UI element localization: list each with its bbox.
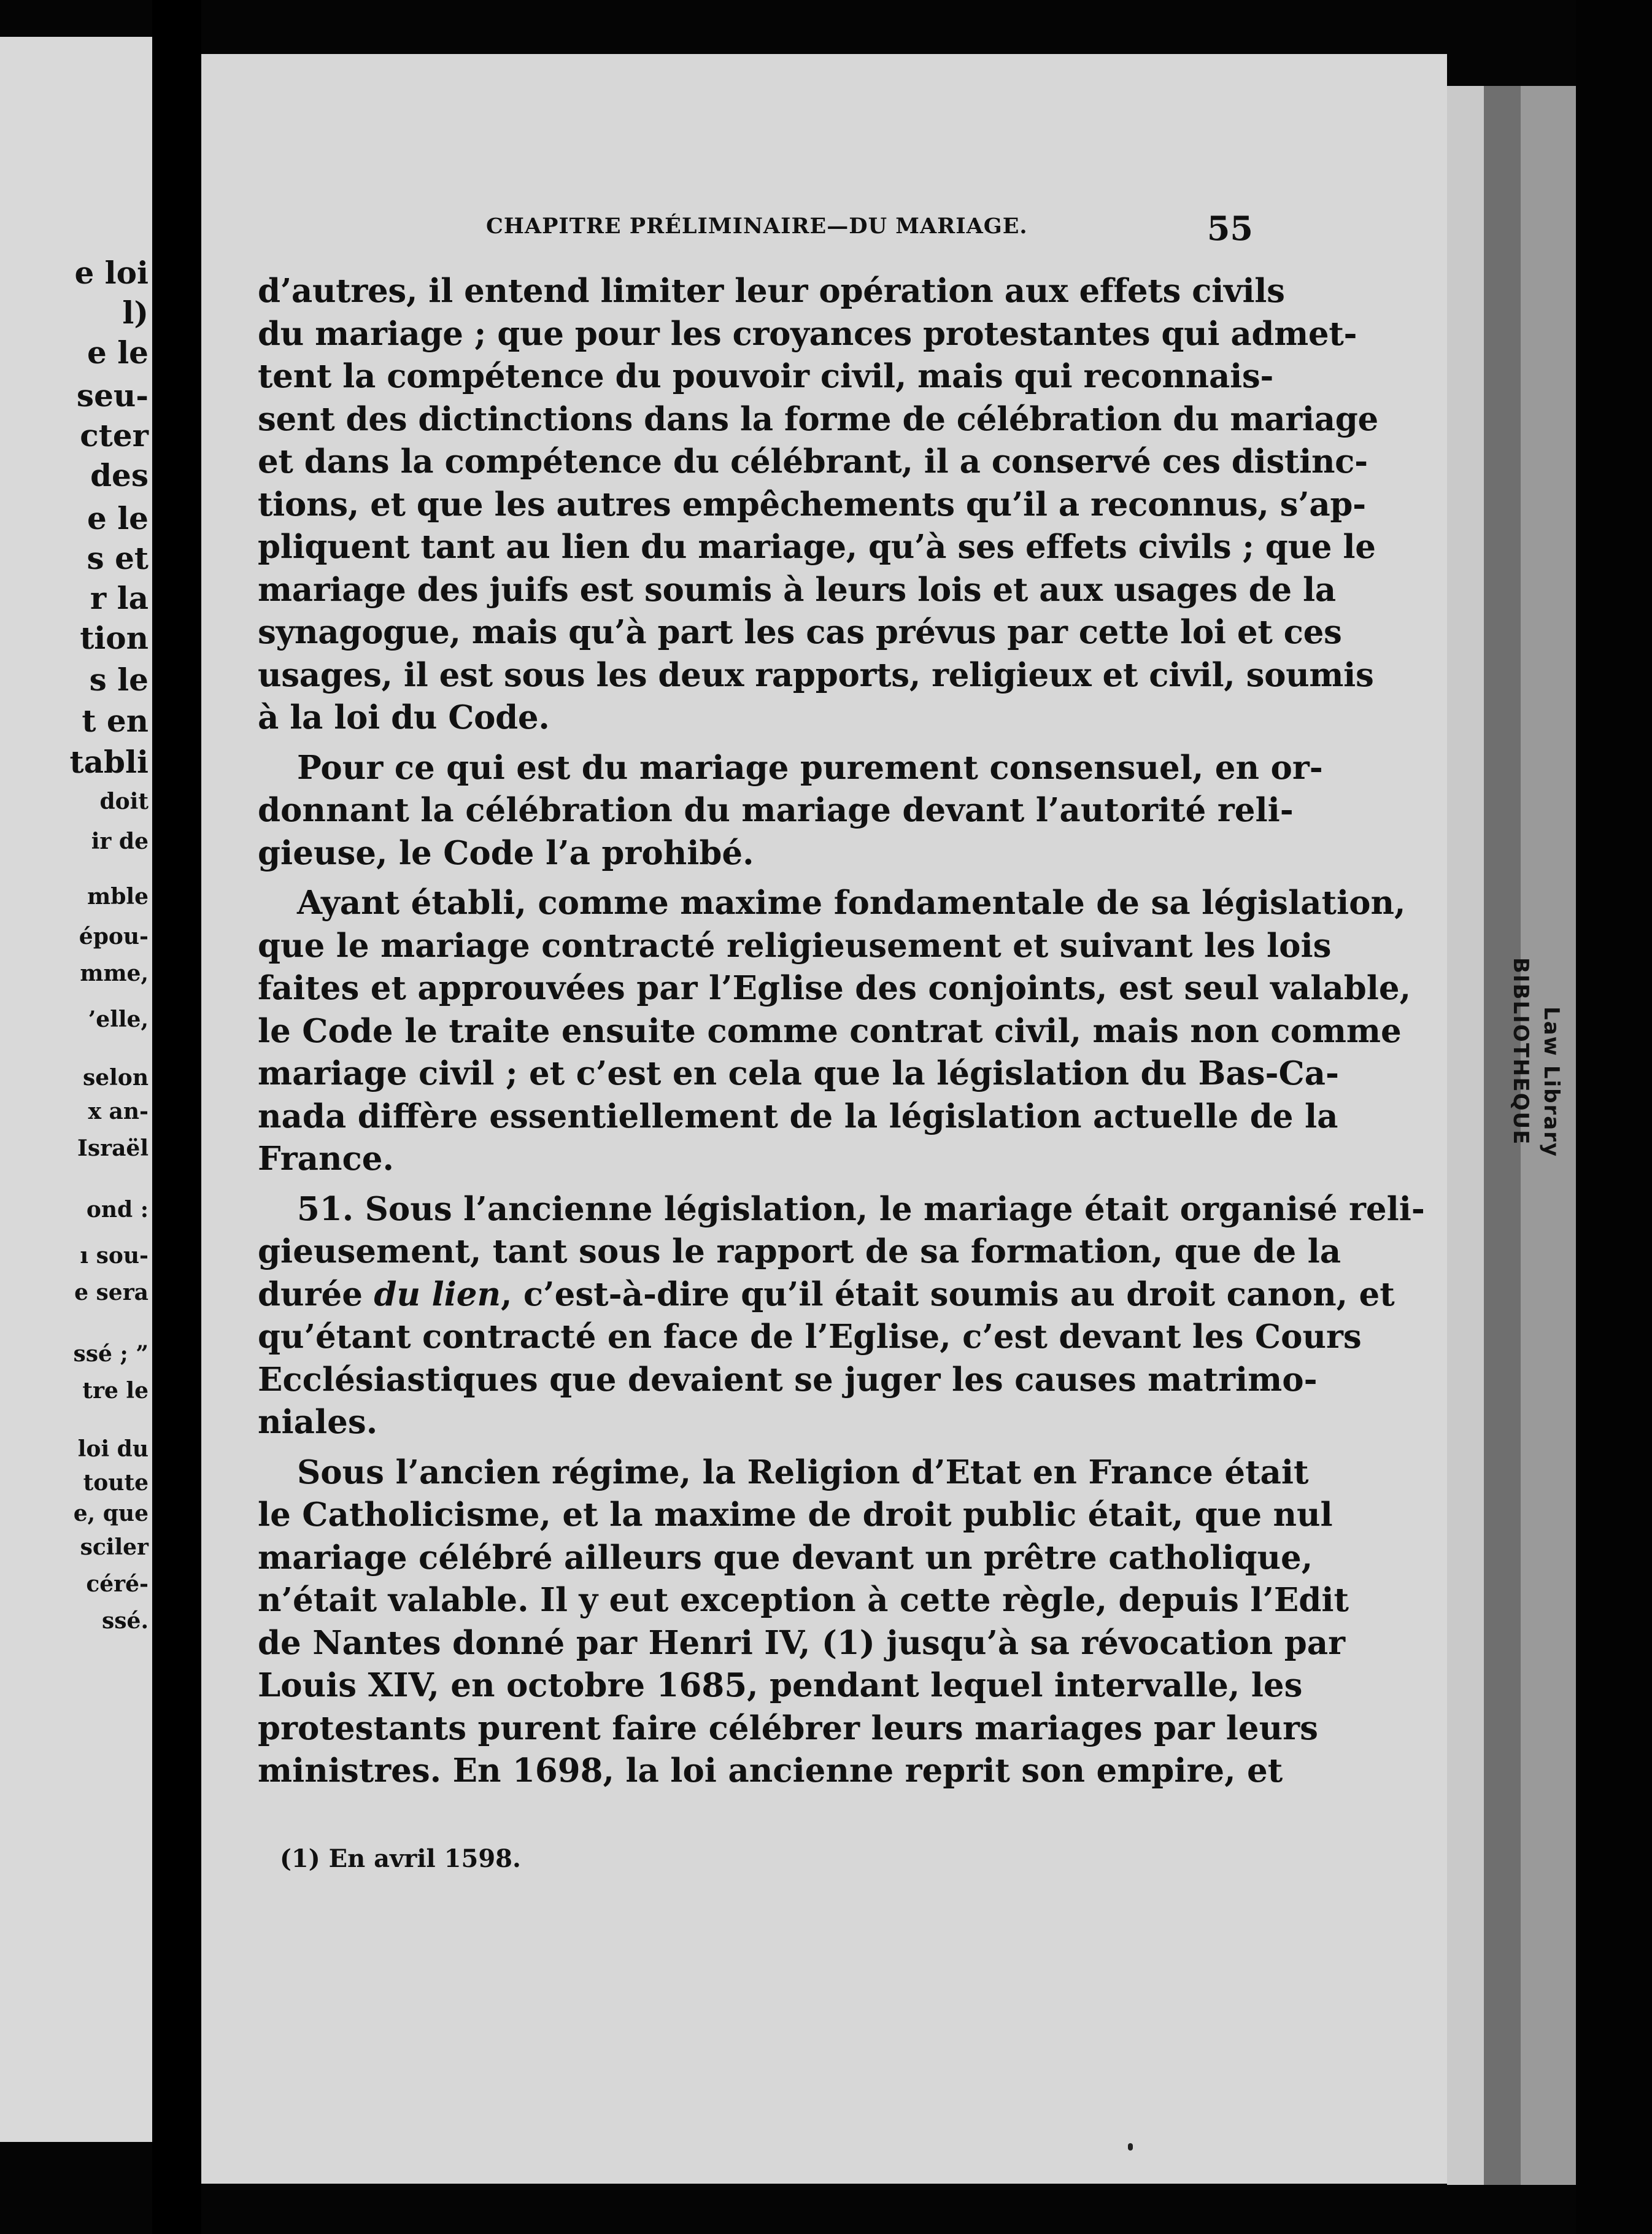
italic-phrase: du lien <box>374 1275 501 1313</box>
left-page-fragment: mble <box>87 884 149 910</box>
background-right <box>1576 0 1652 2234</box>
text-line: du mariage ; que pour les croyances protestantes qui admet- <box>258 314 1357 353</box>
paragraph <box>258 747 1323 875</box>
text-line: n’était valable. Il y eut exception à cette règle, depuis l’Edit <box>258 1581 1349 1619</box>
body-text <box>258 270 1425 1793</box>
left-facing-page <box>0 37 152 2142</box>
text-line: ministres. En 1698, la loi ancienne reprit son empire, et <box>258 1752 1283 1790</box>
text-line: et dans la compétence du célébrant, il a conservé ces distinc- <box>258 443 1368 481</box>
ink-speck <box>1128 2143 1133 2151</box>
page-gutter <box>152 0 201 2234</box>
text-line: donnant la célébration du mariage devant l’autorité reli- <box>258 791 1294 829</box>
left-page-fragment: cter <box>80 417 149 454</box>
left-page-fragment: e sera <box>74 1280 149 1305</box>
text-line: protestants purent faire célébrer leurs mariages par leurs <box>258 1709 1318 1747</box>
text-line: Ecclésiastiques que devaient se juger les causes matrimo- <box>258 1360 1318 1399</box>
left-page-fragment: loi du <box>77 1436 149 1462</box>
left-page-fragment: tion <box>80 620 149 656</box>
text-line: que le mariage contracté religieusement et suivant les lois <box>258 926 1332 965</box>
text-line: gieuse, le Code l’a prohibé. <box>258 833 754 872</box>
text-line: France. <box>258 1140 394 1178</box>
left-page-fragment: s et <box>87 540 149 576</box>
left-page-fragment: mme, <box>80 960 149 986</box>
text-line: pliquent tant au lien du mariage, qu’à ses effets civils ; que le <box>258 528 1376 566</box>
running-header <box>277 209 1253 252</box>
text-line: synagogue, mais qu’à part les cas prévus par cette loi et ces <box>258 613 1342 651</box>
footnote: (1) En avril 1598. <box>280 1844 521 1873</box>
stamp-line-2: Law Library <box>1539 1007 1564 1158</box>
paragraph <box>258 882 1411 1181</box>
chapter-title: CHAPITRE PRÉLIMINAIRE—DU MARIAGE. <box>486 214 1028 239</box>
text-line: faites et approuvées par l’Eglise des conjoints, est seul valable, <box>258 969 1411 1007</box>
left-page-fragment: e le <box>87 334 149 371</box>
text-line: d’autres, il entend limiter leur opération aux effets civils <box>258 272 1285 310</box>
left-page-fragment: épou- <box>79 924 149 949</box>
left-page-fragment: des <box>90 457 149 493</box>
text-line: mariage célébré ailleurs que devant un prêtre catholique, <box>258 1538 1313 1577</box>
text-line: Sous l’ancien régime, la Religion d’Etat en France était <box>297 1453 1309 1491</box>
left-page-fragment: ir de <box>91 829 149 854</box>
text-line: durée du lien, c’est-à-dire qu’il était soumis au droit canon, et <box>258 1275 1395 1313</box>
text-line: à la loi du Code. <box>258 698 550 736</box>
left-page-fragment: ssé ; ” <box>73 1341 149 1367</box>
left-page-fragment: toute <box>83 1470 149 1496</box>
text-line: tent la compétence du pouvoir civil, mais qui reconnais- <box>258 357 1274 395</box>
left-page-fragment: ssé. <box>102 1608 149 1634</box>
left-page-fragment: s le <box>89 662 149 698</box>
paragraph <box>258 270 1378 740</box>
text-line: niales. <box>258 1403 378 1441</box>
text-line: qu’étant contracté en face de l’Eglise, c’est devant les Cours <box>258 1318 1362 1356</box>
text-line: sent des dictinctions dans la forme de célébration du mariage <box>258 400 1378 438</box>
text-line: de Nantes donné par Henri IV, (1) jusqu’à sa révocation par <box>258 1623 1346 1662</box>
text-line: 51. Sous l’ancienne législation, le mariage était organisé reli- <box>297 1189 1425 1228</box>
paragraph <box>258 1188 1425 1444</box>
left-page-fragment: Israël <box>77 1135 149 1161</box>
left-page-fragment: e, que <box>73 1501 149 1526</box>
left-page-fragment: seu- <box>76 377 149 414</box>
left-page-fragment: sciler <box>80 1534 149 1560</box>
left-page-fragment: selon <box>82 1065 149 1091</box>
text-line: tions, et que les autres empêchements qu’il a reconnus, s’ap- <box>258 485 1366 524</box>
left-page-fragment: e le <box>87 500 149 536</box>
text-line: le Catholicisme, et la maxime de droit public était, que nul <box>258 1496 1333 1534</box>
text-line: Ayant établi, comme maxime fondamentale de sa législation, <box>297 884 1406 922</box>
left-page-fragment: r la <box>90 580 149 616</box>
text-line: gieusement, tant sous le rapport de sa formation, que de la <box>258 1232 1341 1270</box>
left-page-fragment: e loi <box>74 255 149 291</box>
left-page-fragment: ’elle, <box>88 1007 149 1032</box>
left-page-fragment: ı sou- <box>80 1243 149 1269</box>
text-line: nada diffère essentiellement de la législation actuelle de la <box>258 1097 1338 1135</box>
left-page-fragment: x an- <box>88 1099 149 1124</box>
text-line: Louis XIV, en octobre 1685, pendant lequel intervalle, les <box>258 1666 1303 1704</box>
page-number: 55 <box>1206 209 1253 248</box>
left-page-fragment: doit <box>99 789 149 814</box>
text-line: mariage civil ; et c’est en cela que la législation du Bas-Ca- <box>258 1054 1340 1092</box>
text-line: usages, il est sous les deux rapports, religieux et civil, soumis <box>258 655 1374 694</box>
stamp-line-1: BIBLIOTHEQUE <box>1508 957 1533 1146</box>
text-line: Pour ce qui est du mariage purement consensuel, en or- <box>297 748 1323 787</box>
left-page-fragment: ond : <box>86 1197 149 1223</box>
left-page-fragment: tre le <box>82 1378 149 1404</box>
left-page-fragment: t en <box>82 703 149 739</box>
left-page-fragment: céré- <box>86 1571 149 1597</box>
left-page-fragment: l) <box>122 295 149 331</box>
text-line: mariage des juifs est soumis à leurs lois et aux usages de la <box>258 570 1336 609</box>
text-line: le Code le traite ensuite comme contrat civil, mais non comme <box>258 1011 1402 1050</box>
left-page-fragment: tabli <box>69 744 149 780</box>
paragraph <box>258 1451 1349 1793</box>
